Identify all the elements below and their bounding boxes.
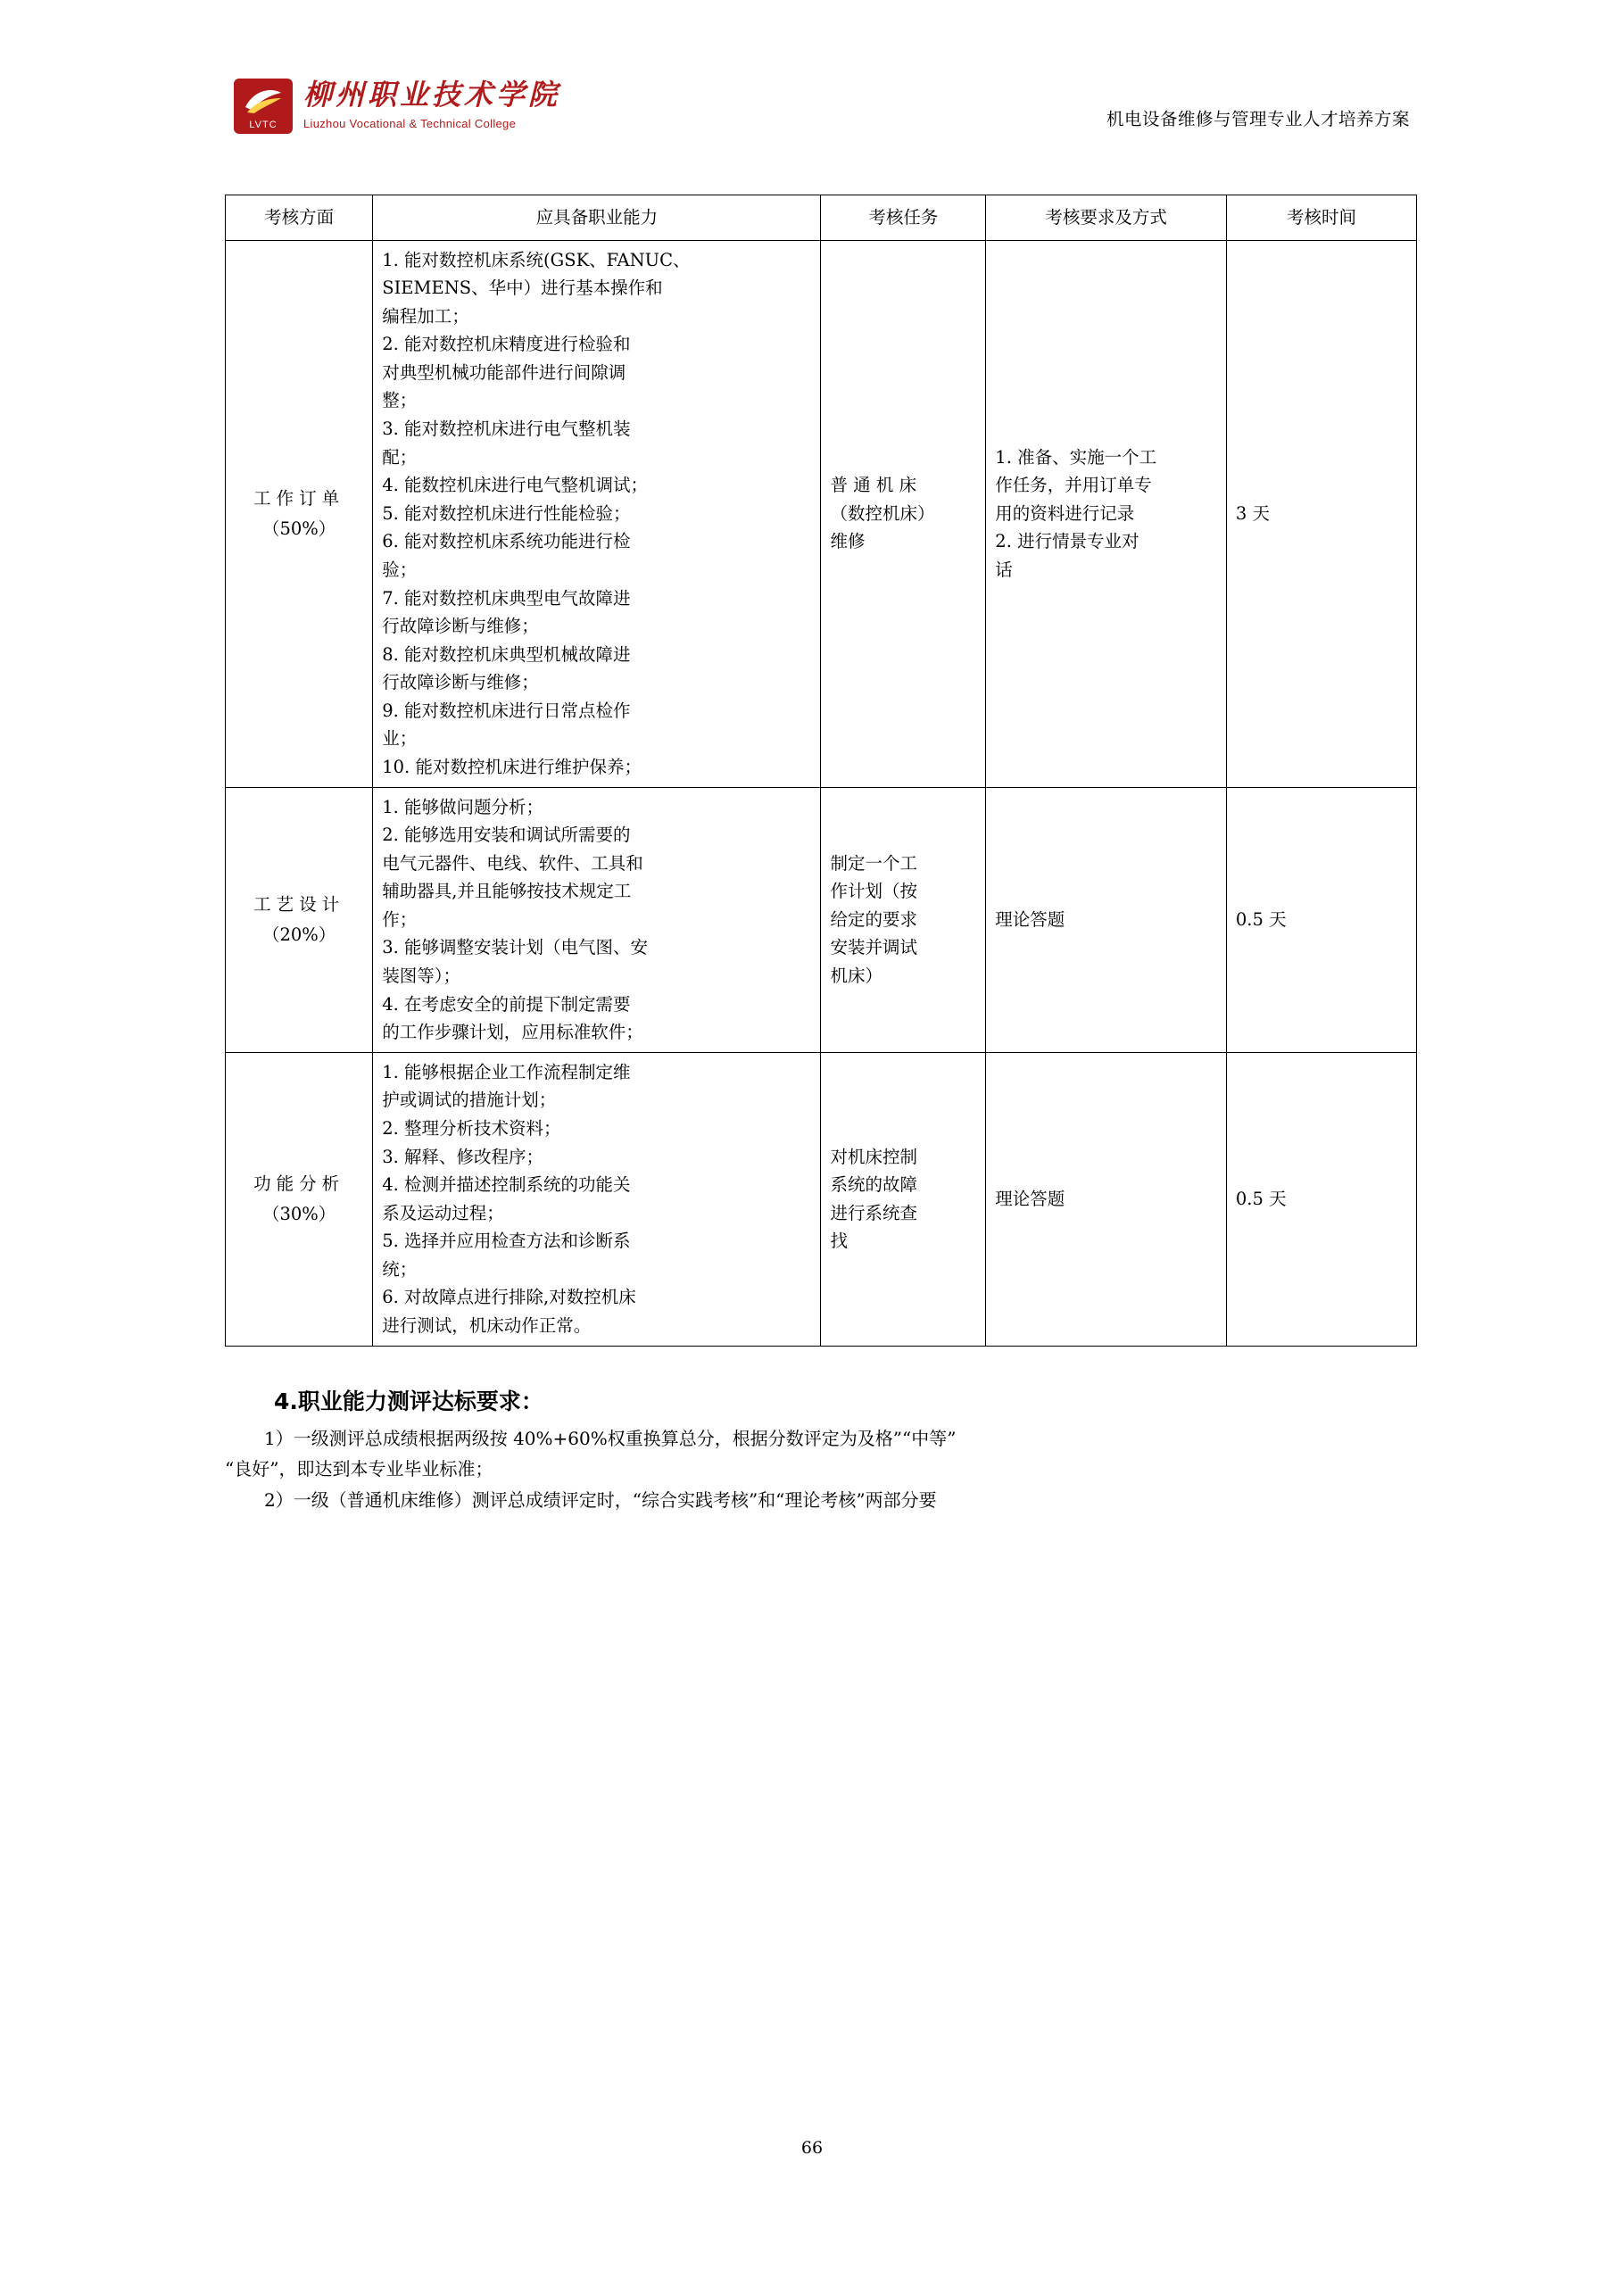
ability-line: 统； (382, 1258, 418, 1280)
ability-line: 对典型机械功能部件进行间隙调 (382, 361, 626, 383)
ability-line: 电气元器件、电线、软件、工具和 (382, 852, 643, 874)
aspect-name: 工艺设计 (253, 894, 345, 916)
ability-line: 2. 能够选用安装和调试所需要的 (382, 825, 631, 846)
ability-line: 3. 能对数控机床进行电气整机装 (382, 419, 631, 440)
cell-abilities (373, 1052, 821, 1346)
ability-line: 4. 能数控机床进行电气整机调试； (382, 475, 649, 496)
requirement-line: 1. 准备、实施一个工 (995, 446, 1157, 468)
column-header-task: 考核任务 (821, 195, 986, 241)
table-row (226, 240, 1417, 787)
cell-abilities (373, 787, 821, 1052)
task-line: 给定的要求 (830, 908, 917, 930)
table-header-row (226, 195, 1417, 241)
logo-abbr: LVTC (249, 120, 278, 130)
column-header-abilities: 应具备职业能力 (373, 195, 821, 241)
paragraph (225, 1454, 1421, 1484)
aspect-name: 工作订单 (253, 487, 345, 509)
ability-line: 整； (382, 390, 418, 411)
college-logo (234, 79, 560, 134)
ability-line: 装图等）； (382, 966, 460, 987)
paragraph-line: 1）一级测评总成绩根据两级按 40%+60%权重换算总分，根据分数评定为及格”“中等” (264, 1428, 957, 1449)
requirement-line: 2. 进行情景专业对 (995, 531, 1139, 552)
cell-time: 0.5 天 (1226, 1052, 1416, 1346)
swoosh-icon (242, 86, 285, 114)
header-document-title: 机电设备维修与管理专业人才培养方案 (1106, 109, 1410, 129)
ability-line: 行故障诊断与维修； (382, 616, 539, 637)
ability-line: 4. 检测并描述控制系统的功能关 (382, 1174, 631, 1196)
cell-time: 0.5 天 (1226, 787, 1416, 1052)
task-line: 制定一个工 (830, 852, 917, 874)
paragraph (225, 1485, 1421, 1515)
cell-task (821, 1052, 986, 1346)
ability-line: 行故障诊断与维修； (382, 672, 539, 693)
ability-line: 9. 能对数控机床进行日常点检作 (382, 700, 631, 721)
aspect-weight: （50%） (261, 518, 336, 539)
ability-line: 编程加工； (382, 305, 469, 327)
ability-line: 1. 能够做问题分析； (382, 796, 544, 817)
task-line: 系统的故障 (830, 1174, 917, 1196)
requirements-section (225, 1384, 1421, 1515)
ability-line: 1. 能对数控机床系统(GSK、FANUC、 (382, 249, 691, 270)
section-paragraphs (225, 1423, 1421, 1515)
cell-task (821, 787, 986, 1052)
ability-line: 4. 在考虑安全的前提下制定需要 (382, 993, 631, 1015)
requirement-line: 理论答题 (995, 908, 1065, 930)
ability-line: 护或调试的措施计划； (382, 1090, 557, 1111)
ability-line: 辅助器具,并且能够按技术规定工 (382, 881, 632, 902)
task-line: 安装并调试 (830, 937, 917, 958)
ability-line: 5. 选择并应用检查方法和诊断系 (382, 1231, 631, 1252)
task-line: 维修 (830, 531, 866, 552)
aspect-name: 功能分析 (253, 1173, 345, 1195)
assessment-table (225, 195, 1417, 1347)
ability-line: 进行测试，机床动作正常。 (382, 1314, 592, 1336)
ability-line: 1. 能够根据企业工作流程制定维 (382, 1061, 631, 1082)
requirement-line: 用的资料进行记录 (995, 502, 1135, 524)
ability-line: 2. 能对数控机床精度进行检验和 (382, 334, 631, 355)
ability-line: 系及运动过程； (382, 1202, 504, 1223)
cell-aspect (226, 240, 373, 787)
cell-aspect (226, 787, 373, 1052)
paragraph-line: “良好”，即达到本专业毕业标准； (225, 1458, 493, 1480)
cell-time: 3 天 (1226, 240, 1416, 787)
ability-line: SIEMENS、华中）进行基本操作和 (382, 278, 663, 299)
logo-mark-icon (234, 79, 293, 134)
task-line: 对机床控制 (830, 1146, 917, 1167)
column-header-aspect: 考核方面 (226, 195, 373, 241)
ability-line: 的工作步骤计划，应用标准软件； (382, 1022, 643, 1043)
task-line: （数控机床） (830, 502, 935, 524)
logo-chinese-name: 柳州职业技术学院 (303, 78, 561, 112)
paragraph-line: 2）一级（普通机床维修）测评总成绩评定时，“综合实践考核”和“理论考核”两部分要 (264, 1488, 937, 1511)
section-title: 4.职业能力测评达标要求： (274, 1388, 543, 1414)
cell-requirement (986, 1052, 1227, 1346)
logo-english-name: Liuzhou Vocational & Technical College (303, 116, 517, 130)
aspect-weight: （30%） (261, 1203, 336, 1224)
page-number: 66 (800, 2138, 824, 2158)
ability-line: 配； (382, 446, 418, 468)
ability-line: 10. 能对数控机床进行维护保养； (382, 756, 642, 777)
task-line: 找 (830, 1231, 848, 1252)
aspect-weight: （20%） (261, 924, 336, 945)
cell-task (821, 240, 986, 787)
ability-line: 3. 能够调整安装计划（电气图、安 (382, 937, 649, 958)
cell-requirement (986, 240, 1227, 787)
ability-line: 验； (382, 559, 418, 580)
cell-abilities (373, 240, 821, 787)
requirement-line: 作任务，并用订单专 (995, 475, 1152, 496)
cell-aspect (226, 1052, 373, 1346)
ability-line: 5. 能对数控机床进行性能检验； (382, 502, 631, 524)
requirement-line: 理论答题 (995, 1188, 1065, 1209)
task-line: 机床） (830, 966, 882, 987)
ability-line: 8. 能对数控机床典型机械故障进 (382, 643, 631, 665)
table-row (226, 787, 1417, 1052)
table-row (226, 1052, 1417, 1346)
paragraph (225, 1423, 1421, 1454)
logo-text (303, 79, 560, 130)
task-line: 作计划（按 (830, 881, 917, 902)
requirement-line: 话 (995, 559, 1013, 580)
ability-line: 6. 能对数控机床系统功能进行检 (382, 531, 631, 552)
cell-requirement (986, 787, 1227, 1052)
ability-line: 业； (382, 728, 418, 750)
task-line: 进行系统查 (830, 1202, 917, 1223)
ability-line: 3. 解释、修改程序； (382, 1146, 544, 1167)
ability-line: 2. 整理分析技术资料； (382, 1117, 561, 1139)
ability-line: 作； (382, 908, 418, 930)
task-line: 普 通 机 床 (830, 475, 917, 496)
page-header (234, 79, 1410, 159)
column-header-time: 考核时间 (1226, 195, 1416, 241)
column-header-requirement: 考核要求及方式 (986, 195, 1227, 241)
ability-line: 7. 能对数控机床典型电气故障进 (382, 587, 631, 609)
ability-line: 6. 对故障点进行排除,对数控机床 (382, 1287, 636, 1308)
